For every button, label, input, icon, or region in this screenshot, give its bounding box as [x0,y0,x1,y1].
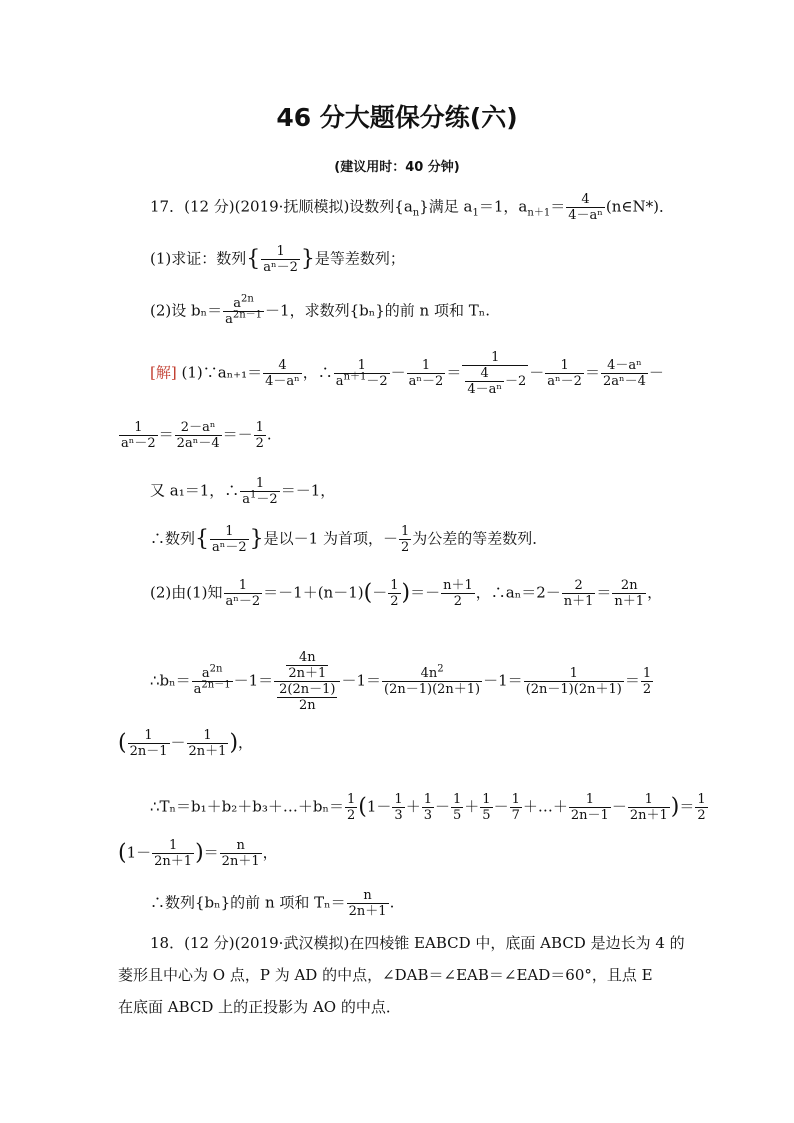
solution-step-3: 又 a₁＝1，∴ $\frac{1}{a^1-2}$ ＝－1， [150,476,336,507]
page-title: 46 分大题保分练(六) [276,103,518,132]
solution-step-9: (1－ $\frac{1}{2n+1}$ )＝ $\frac{n}{2n+1}$ ， [118,838,278,869]
q18-line-1: 18．(12 分)(2019·武汉模拟)在四棱锥 EABCD 中，底面 ABCD 是边长为 4 的 [150,934,685,952]
solution-step-5: (2)由(1)知 $\frac{1}{\text{aⁿ－2}}$ ＝－1＋(n－1)(－ $\frac{1}{2}$ )＝－ $\frac{n+1}{2}$ ，∴aₙ＝2－ $\frac{2}{n+1}$ ＝ $\frac{2n}{n+1}$ ， [150,578,663,609]
solution-step-8: ∴Tₙ＝b₁＋b₂＋b₃＋…＋bₙ＝ $\frac{1}{2}$ (1－ $\frac{1}{3}$ ＋ $\frac{1}{3}$ － $\frac{1}{5}$ ＋ $\frac{1}{5}$ － $\frac{1}{7}$ ＋…＋ $\frac{1}{2n-1}$ － $\frac{1}{2n+1}$ )＝ $\frac{1}{2}$ [150,792,706,823]
suggested-time: (建议用时：40 分钟) [334,160,460,175]
solution-step-2: $\frac{1}{\text{aⁿ－2}}$ ＝ $\frac{\text{2－aⁿ}}{\text{2aⁿ－4}}$ ＝－ $\frac{1}{2}$ . [121,420,272,451]
q17-statement: 17．(12 分)(2019·抚顺模拟)设数列$\{a_n\}$满足 $a_1=1$，$a_{n+1}=$ $\frac{4}{\text{4－aⁿ}}$ (n∈N*)． [150,192,674,223]
solution-step-6: ∴bₙ＝ $\frac{a^{2n}}{a^{2n-1}}$ －1＝ $\frac{\frac{4n}{2n+1}}{\frac{2(2n-1)}{2n}}$ －1＝ $\frac{4n^2}{(2n-1)(2n+1)}$ －1＝ $\frac{1}{(2n-1)(2n+1)}$ ＝ $\frac{1}{2}$ [150,650,652,713]
q18-line-3: 在底面 ABCD 上的正投影为 AO 的中点． [118,998,401,1016]
solution-label: [解] [150,363,177,382]
solution-conclusion: ∴数列{bₙ}的前 n 项和 Tₙ＝ $\frac{n}{2n+1}$ . [150,888,395,919]
q17-part2: (2)设 bₙ＝ $\frac{a^{2n}}{a^{2n-1}}$ －1，求数列{bₙ}的前 n 项和 Tₙ. [150,293,490,327]
solution-step-7: ( $\frac{1}{2n-1}$ － $\frac{1}{2n+1}$ )， [118,728,254,759]
q18-line-2: 菱形且中心为 O 点，P 为 AD 的中点，∠DAB＝∠EAB＝∠EAD＝60°，且点 E [118,966,653,984]
q17-part1: (1)求证：数列{ $\frac{1}{\text{aⁿ－2}}$ }是等差数列； [150,244,405,275]
solution-step-1: [解] (1)∵aₙ₊₁＝ $\frac{4}{\text{4－aⁿ}}$ ，∴ $\frac{1}{a^{n+1}-2}$ － $\frac{1}{\text{aⁿ－2}}$ ＝ 1 $\frac{4}{\text{4－aⁿ}}$ －2 － $\frac{1}{\text{aⁿ－2}}$ ＝ $\frac{\text{4－aⁿ}}{\text{2aⁿ－4}}$ － [150,350,664,397]
solution-step-4: ∴数列{ $\frac{1}{\text{aⁿ－2}}$ }是以－1 为首项，－ $\frac{1}{2}$ 为公差的等差数列． [150,524,548,555]
